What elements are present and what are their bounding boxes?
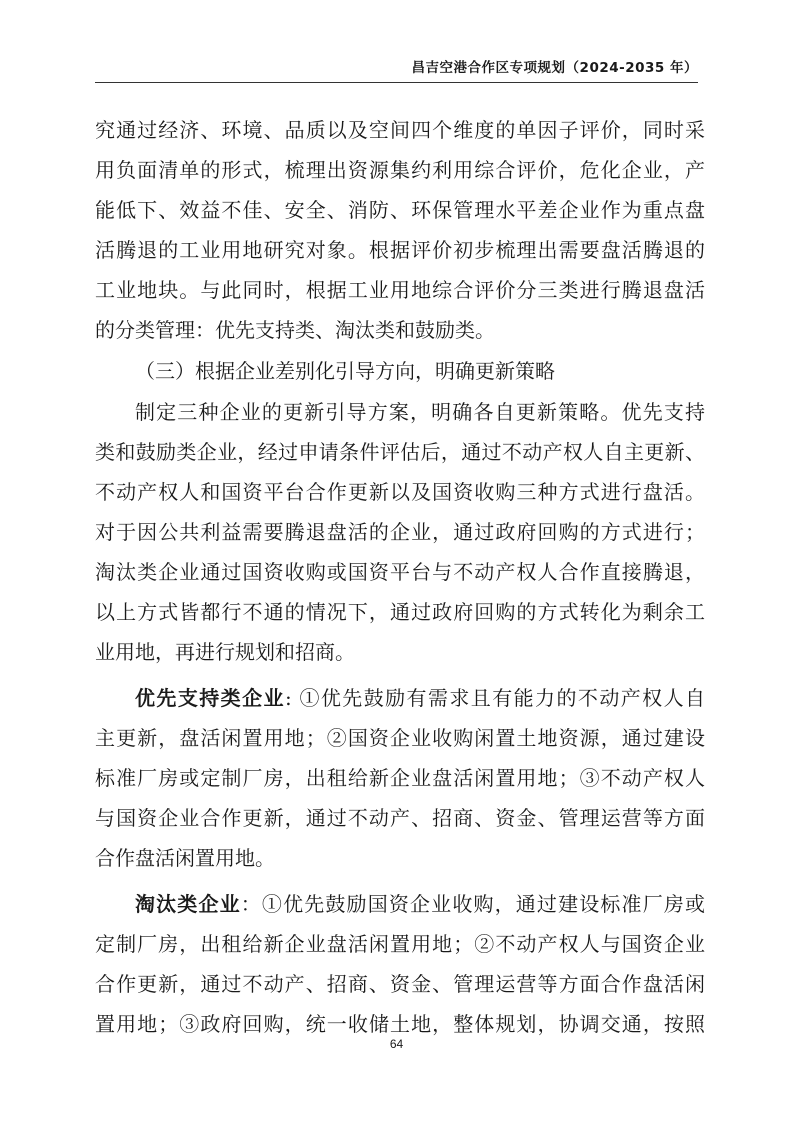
paragraph-update-strategy (95, 392, 705, 672)
text-line: 工业地块。与此同时，根据工业用地综合评价分三类进行腾退盘活 (95, 278, 705, 302)
text-line: 业用地，再进行规划和招商。 (95, 640, 355, 664)
text-segment: ：①优先鼓励国资企业收购，通过建设标准厂房或 (240, 892, 705, 916)
text-line: 活腾退的工业用地研究对象。根据评价初步梳理出需要盘活腾退的 (95, 238, 705, 262)
text-line: 淘汰类企业通过国资收购或国资平台与不动产权人合作直接腾退， (95, 560, 705, 584)
text-line: 以上方式皆都行不通的情况下，通过政府回购的方式转化为剩余工 (95, 600, 705, 624)
text-line: 标准厂房或定制厂房，出租给新企业盘活闲置用地；③不动产权人 (95, 766, 705, 790)
text-line: 的分类管理：优先支持类、淘汰类和鼓励类。 (95, 318, 495, 342)
page-number: 64 (389, 1037, 404, 1051)
text-line (95, 678, 705, 718)
document-body (95, 110, 705, 1044)
paragraph-priority-support (95, 678, 705, 878)
bold-label: 淘汰类企业 (135, 892, 241, 916)
text-line: 不动产权人和国资平台合作更新以及国资收购三种方式进行盘活。 (95, 480, 705, 504)
paragraph-continuation (95, 110, 705, 350)
text-line: 置用地；③政府回购，统一收储土地，整体规划，协调交通，按照 (95, 1012, 705, 1036)
text-line: 制定三种企业的更新引导方案，明确各自更新策略。优先支持 (135, 400, 705, 424)
text-line: 用负面清单的形式，梳理出资源集约利用综合评价，危化企业，产 (95, 158, 705, 182)
running-header: 昌吉空港合作区专项规划（2024-2035 年） (411, 60, 698, 76)
bold-label: 优先支持类企业 (135, 686, 285, 710)
text-segment: : ①优先鼓励有需求且有能力的不动产权人自 (284, 686, 705, 710)
text-line: 主更新，盘活闲置用地；②国资企业收购闲置土地资源，通过建设 (95, 726, 705, 750)
text-line: 对于因公共利益需要腾退盘活的企业，通过政府回购的方式进行； (95, 520, 705, 544)
text-line: 合作盘活闲置用地。 (95, 846, 275, 870)
header-rule (95, 82, 698, 83)
text-line: 能低下、效益不佳、安全、消防、环保管理水平差企业作为重点盘 (95, 198, 705, 222)
text-line: 合作更新，通过不动产、招商、资金、管理运营等方面合作盘活闲 (95, 972, 705, 996)
text-line: 定制厂房，出租给新企业盘活闲置用地；②不动产权人与国资企业 (95, 932, 705, 956)
text-line: 与国资企业合作更新，通过不动产、招商、资金、管理运营等方面 (95, 806, 705, 830)
text-line: 类和鼓励类企业，经过申请条件评估后，通过不动产权人自主更新、 (95, 440, 705, 464)
text-line: 究通过经济、环境、品质以及空间四个维度的单因子评价，同时采 (95, 118, 705, 142)
text-line (95, 884, 705, 924)
section-heading: （三）根据企业差别化引导方向，明确更新策略 (135, 359, 555, 383)
paragraph-elimination (95, 884, 705, 1044)
